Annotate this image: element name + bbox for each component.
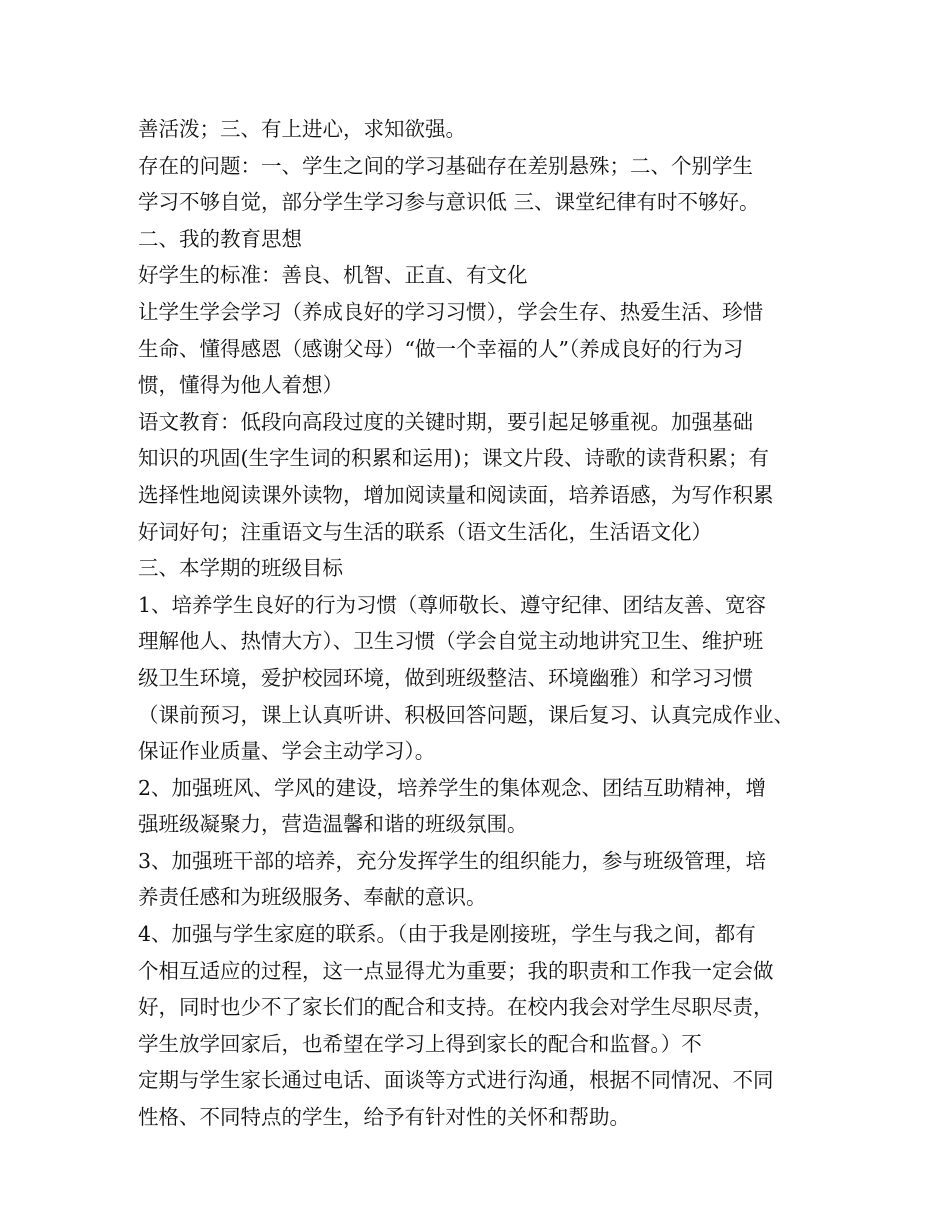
document-body <box>138 111 838 1136</box>
section-heading: 三、本学期的班级目标 <box>138 556 343 581</box>
text-line: 惯，懂得为他人着想） <box>138 373 343 398</box>
text-line: 善活泼；三、有上进心，求知欲强。 <box>138 117 466 141</box>
text-line: 保证作业质量、学会主动学习）。 <box>138 739 436 764</box>
text-line: 个相互适应的过程，这一点显得尤为重要；我的职责和工作我一定会做 <box>138 958 774 983</box>
text-line: 学习不够自觉，部分学生学习参与意识低 三、课堂纪律有时不够好。 <box>138 190 760 215</box>
text-line: 知识的巩固(生字生词的积累和运用)；课文片段、诗歌的读背积累；有 <box>138 446 769 471</box>
text-line: 强班级凝聚力，营造温馨和谐的班级氛围。 <box>138 812 528 837</box>
text-line: 养责任感和为班级服务、奉献的意识。 <box>138 885 487 910</box>
text-line: 1、培养学生良好的行为习惯（尊师敬长、遵守纪律、团结友善、宽容 <box>138 592 767 617</box>
text-line: 生命、懂得感恩（感谢父母）“做一个幸福的人”（养成良好的行为习 <box>138 336 744 361</box>
text-line: 4、加强与学生家庭的联系。（由于我是刚接班，学生与我之间，都有 <box>138 922 756 947</box>
text-line: 存在的问题：一、学生之间的学习基础存在差别悬殊；二、个别学生 <box>138 153 753 178</box>
text-line: 好词好句；注重语文与生活的联系（语文生活化，生活语文化） <box>138 519 712 544</box>
text-line: 让学生学会学习（养成良好的学习习惯），学会生存、热爱生活、珍惜 <box>138 299 764 324</box>
text-line: 理解他人、热情大方）、卫生习惯（学会自觉主动地讲究卫生、维护班 <box>138 629 764 654</box>
text-line: 2、加强班风、学风的建设，培养学生的集体观念、团结互助精神，增 <box>138 775 767 800</box>
text-line: 3、加强班干部的培养，充分发挥学生的组织能力，参与班级管理，培 <box>138 848 767 873</box>
text-line: （课前预习，课上认真听讲、积极回答问题，课后复习、认真完成作业、 <box>138 702 794 727</box>
text-line: 定期与学生家长通过电话、面谈等方式进行沟通，根据不同情况、不同 <box>138 1068 774 1093</box>
text-line: 选择性地阅读课外读物，增加阅读量和阅读面，培养语感，为写作积累 <box>138 482 774 507</box>
section-heading: 二、我的教育思想 <box>138 226 302 251</box>
text-line: 级卫生环境，爱护校园环境，做到班级整洁、环境幽雅）和学习习惯 <box>138 665 753 690</box>
text-line: 学生放学回家后，也希望在学习上得到家长的配合和监督。）不 <box>138 1031 702 1056</box>
text-line: 性格、不同特点的学生，给予有针对性的关怀和帮助。 <box>138 1105 630 1130</box>
text-line: 好学生的标准：善良、机智、正直、有文化 <box>138 263 528 288</box>
text-line: 好，同时也少不了家长们的配合和支持。在校内我会对学生尽职尽责， <box>138 995 774 1020</box>
text-line: 语文教育：低段向高段过度的关键时期，要引起足够重视。加强基础 <box>138 409 753 434</box>
